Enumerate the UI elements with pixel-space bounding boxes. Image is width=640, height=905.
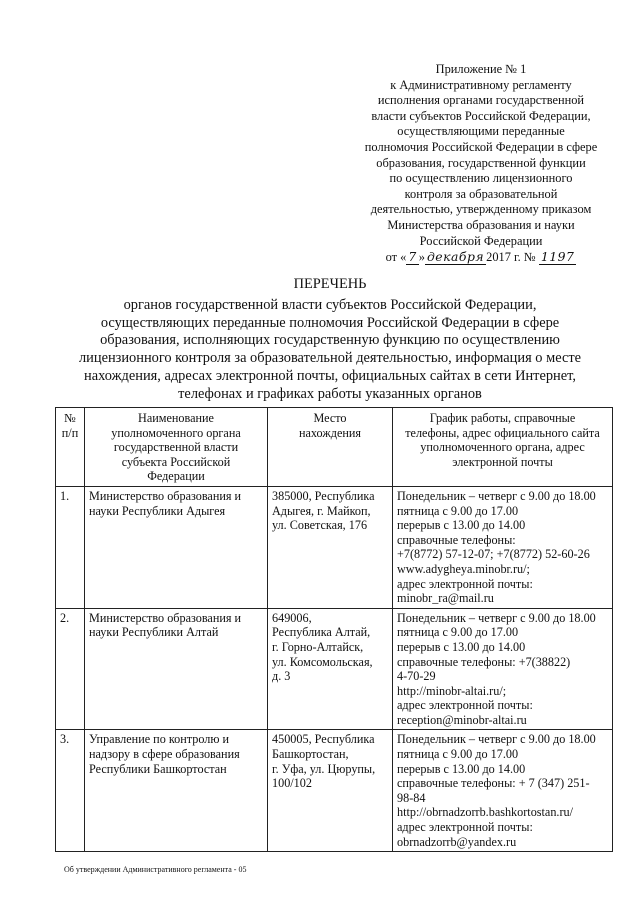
header-text: Место	[313, 411, 347, 425]
order-date-line	[350, 249, 612, 266]
cell-num: 2.	[56, 608, 85, 730]
header-num	[56, 408, 85, 487]
cell-line: пятница с 9.00 до 17.00	[397, 747, 519, 762]
cell-line: перерыв с 13.00 до 14.00	[397, 518, 526, 533]
appendix-line: осуществляющими переданные	[397, 124, 565, 139]
header-text: телефоны, адрес официального сайта	[405, 425, 600, 440]
cell-line: адрес электронной почты:	[397, 820, 533, 835]
header-text: нахождения	[298, 425, 362, 440]
email-link[interactable]: obrnadzorrb@yandex.ru	[397, 834, 517, 849]
title-line: осуществляющих переданные полномочия Российской Федерации в сфере	[100, 314, 560, 331]
cell-line: Башкортостан,	[272, 747, 349, 762]
email-link[interactable]: minobr_ra@mail.ru	[397, 591, 494, 606]
cell-line: ул. Советская, 176	[272, 518, 368, 533]
table-row	[56, 608, 613, 730]
email-link[interactable]: reception@minobr-altai.ru	[397, 712, 527, 727]
cell-line: адрес электронной почты:	[397, 698, 533, 713]
appendix-line: исполнения органами государственной	[377, 93, 585, 108]
cell-line: 98-84	[397, 790, 426, 805]
order-number: 1197	[540, 249, 575, 265]
cell-line: пятница с 9.00 до 17.00	[397, 625, 519, 640]
appendix-line: контроля за образовательной	[404, 186, 558, 201]
header-location	[268, 408, 393, 487]
appendix-line: полномочия Российской Федерации в сфере	[364, 139, 598, 154]
title-line: лицензионного контроля за образовательной деятельностью, информация о месте	[78, 350, 582, 367]
appendix-line: Приложение № 1	[435, 62, 527, 76]
appendix-line: власти субъектов Российской Федерации,	[371, 108, 591, 123]
cell-line: Адыгея, г. Майкоп,	[272, 503, 371, 518]
appendix-line: по осуществлению лицензионного	[389, 171, 573, 186]
cell-num: 3.	[56, 730, 85, 852]
appendix-line: образования, государственной функции	[376, 155, 586, 170]
header-text: уполномоченного органа	[111, 425, 241, 440]
cell-line: ул. Комсомольская,	[272, 654, 373, 669]
date-prefix: от «	[385, 250, 407, 265]
cell-schedule	[393, 486, 613, 608]
cell-line: пятница с 9.00 до 17.00	[397, 503, 519, 518]
cell-line: Управление по контролю и	[89, 732, 230, 747]
header-text: График работы, справочные	[429, 411, 576, 425]
cell-line: д. 3	[272, 669, 291, 684]
cell-line: +7(8772) 57-12-07; +7(8772) 52-60-26	[397, 547, 590, 562]
appendix-line: деятельностью, утвержденному приказом	[370, 202, 592, 217]
cell-line: 4-70-29	[397, 669, 436, 684]
title-line: образования, исполняющих государственную функцию по осуществлению	[100, 332, 560, 349]
cell-line: 649006,	[272, 610, 312, 625]
cell-line: Республики Башкортостан	[89, 761, 227, 776]
cell-line: справочные телефоны: + 7 (347) 251-	[397, 776, 590, 791]
cell-line: г. Уфа, ул. Цюрупы,	[272, 761, 376, 776]
title-line: телефонах и графиках работы указанных органов	[178, 385, 482, 402]
cell-line: Понедельник – четверг с 9.00 до 18.00	[397, 488, 596, 503]
cell-line: перерыв с 13.00 до 14.00	[397, 761, 526, 776]
authorities-table	[55, 407, 613, 852]
title-line: органов государственной власти субъектов Российской Федерации,	[123, 296, 537, 313]
title-line: нахождения, адресах электронной почты, официальных сайтах в сети Интернет,	[84, 367, 576, 384]
header-name	[85, 408, 268, 487]
website-link[interactable]: www.adygheya.minobr.ru/;	[397, 561, 530, 576]
cell-line: Министерство образования и	[89, 488, 242, 503]
cell-line: Понедельник – четверг с 9.00 до 18.00	[397, 610, 596, 625]
header-text: Наименование	[138, 411, 214, 425]
appendix-line: Министерства образования и науки	[387, 217, 575, 232]
title-heading: ПЕРЕЧЕНЬ	[293, 276, 367, 292]
cell-name	[85, 486, 268, 608]
cell-line: 385000, Республика	[272, 488, 375, 503]
header-text: субъекта Российской	[121, 454, 231, 469]
document-title	[40, 276, 620, 404]
cell-schedule	[393, 608, 613, 730]
date-month: декабря	[426, 249, 485, 265]
cell-line: Министерство образования и	[89, 610, 242, 625]
page-footer: Об утверждении Административного регламента - 05	[64, 865, 247, 874]
website-link[interactable]: http://minobr-altai.ru/;	[397, 683, 507, 698]
header-text: уполномоченного органа, адрес	[420, 440, 585, 455]
date-day: 7	[408, 249, 417, 265]
cell-line: науки Республики Алтай	[89, 625, 219, 640]
header-text: государственной власти	[113, 440, 239, 455]
cell-location	[268, 730, 393, 852]
appendix-line: к Административному регламенту	[390, 77, 572, 92]
header-text: электронной почты	[452, 454, 553, 469]
cell-line: 100/102	[272, 776, 312, 791]
cell-line: надзору в сфере образования	[89, 747, 240, 762]
cell-name	[85, 730, 268, 852]
cell-line: справочные телефоны: +7(38822)	[397, 654, 571, 669]
date-year: 2017 г. №	[486, 250, 536, 265]
cell-schedule	[393, 730, 613, 852]
cell-line: справочные телефоны:	[397, 532, 516, 547]
cell-location	[268, 486, 393, 608]
cell-line: г. Горно-Алтайск,	[272, 639, 364, 654]
cell-line: науки Республики Адыгея	[89, 503, 226, 518]
date-mid: »	[418, 250, 425, 265]
table-header-row	[56, 408, 613, 487]
table-row	[56, 486, 613, 608]
appendix-line: Российской Федерации	[419, 233, 543, 248]
cell-location	[268, 608, 393, 730]
website-link[interactable]: http://obrnadzorrb.bashkortostan.ru/	[397, 805, 574, 820]
cell-line: Понедельник – четверг с 9.00 до 18.00	[397, 732, 596, 747]
header-text: п/п	[61, 425, 79, 440]
cell-name	[85, 608, 268, 730]
cell-line: 450005, Республика	[272, 732, 375, 747]
header-schedule	[393, 408, 613, 487]
appendix-block	[350, 62, 612, 266]
cell-line: Республика Алтай,	[272, 625, 371, 640]
cell-line: адрес электронной почты:	[397, 576, 533, 591]
table-row	[56, 730, 613, 852]
header-text: Федерации	[147, 469, 205, 484]
cell-line: перерыв с 13.00 до 14.00	[397, 639, 526, 654]
cell-num: 1.	[56, 486, 85, 608]
header-text: №	[64, 411, 76, 425]
